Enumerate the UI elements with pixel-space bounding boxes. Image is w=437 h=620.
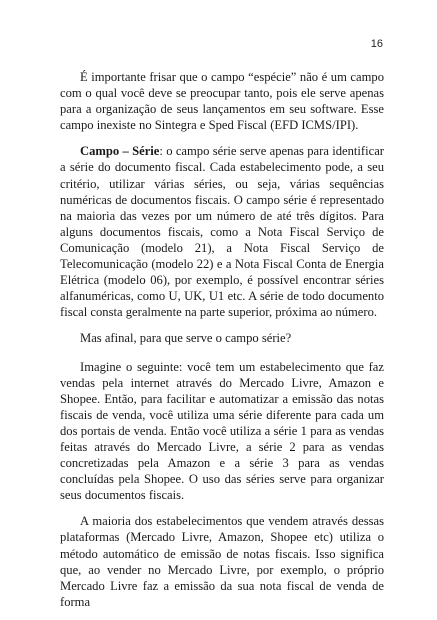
- page-number: 16: [370, 38, 383, 50]
- paragraph-question: Mas afinal, para que serve o campo série?: [80, 331, 292, 346]
- paragraph-especie: É importante frisar que o campo “espécie” não é um campo com o qual você deve se preocupar tanto, pois ele serve apenas para a organização de seus lançamentos em seu software. Esse campo inexiste no Sintegra e Sped Fiscal (EFD ICMS/IPI).: [60, 70, 384, 133]
- document-body: [60, 69, 384, 620]
- paragraph-campo-serie: [60, 143, 384, 320]
- paragraph-example: Imagine o seguinte: você tem um estabelecimento que faz vendas pela internet através do Mercado Livre, Amazon e Shopee. Então, para facilitar e automatizar a emissão das notas fiscais de venda, você utiliza uma série diferente para cada um dos portais de venda. Então você utiliza a série 1 para as vendas feitas através do Mercado Livre, a série 2 para as vendas concretizadas pela Amazon e a série 3 para as vendas concluídas pela Shopee. O uso das séries serve para organizar seus documentos fiscais.: [60, 359, 384, 503]
- campo-serie-text: : o campo série serve apenas para identificar a série do documento fiscal. Cada estabelecimento pode, a seu critério, utilizar várias séries, ou seja, várias sequências numéricas de documentos fiscais. O campo série é representado na maioria das vezes por um número de até três dígitos. Para alguns documentos fiscais, como a Nota Fiscal Serviço de Comunicação (modelo 21), a Nota Fiscal Serviço de Telecomunicação (modelo 22) e a Nota Fiscal Conta de Energia Elétrica (modelo 06), por exemplo, é possível encontrar séries alfanuméricas, como U, UK, U1 etc. A série de todo documento fiscal consta geralmente na parte superior, próxima ao número.: [60, 144, 384, 320]
- campo-serie-heading: Campo – Série: [80, 144, 160, 159]
- paragraph-platforms: A maioria dos estabelecimentos que vendem através dessas plataformas (Mercado Livre, Amazon, Shopee etc) utiliza o método automático de emissão de notas fiscais. Isso significa que, ao vender no Mercado Livre, por exemplo, o próprio Mercado Livre faz a emissão da sua nota fiscal de venda de forma: [60, 514, 384, 609]
